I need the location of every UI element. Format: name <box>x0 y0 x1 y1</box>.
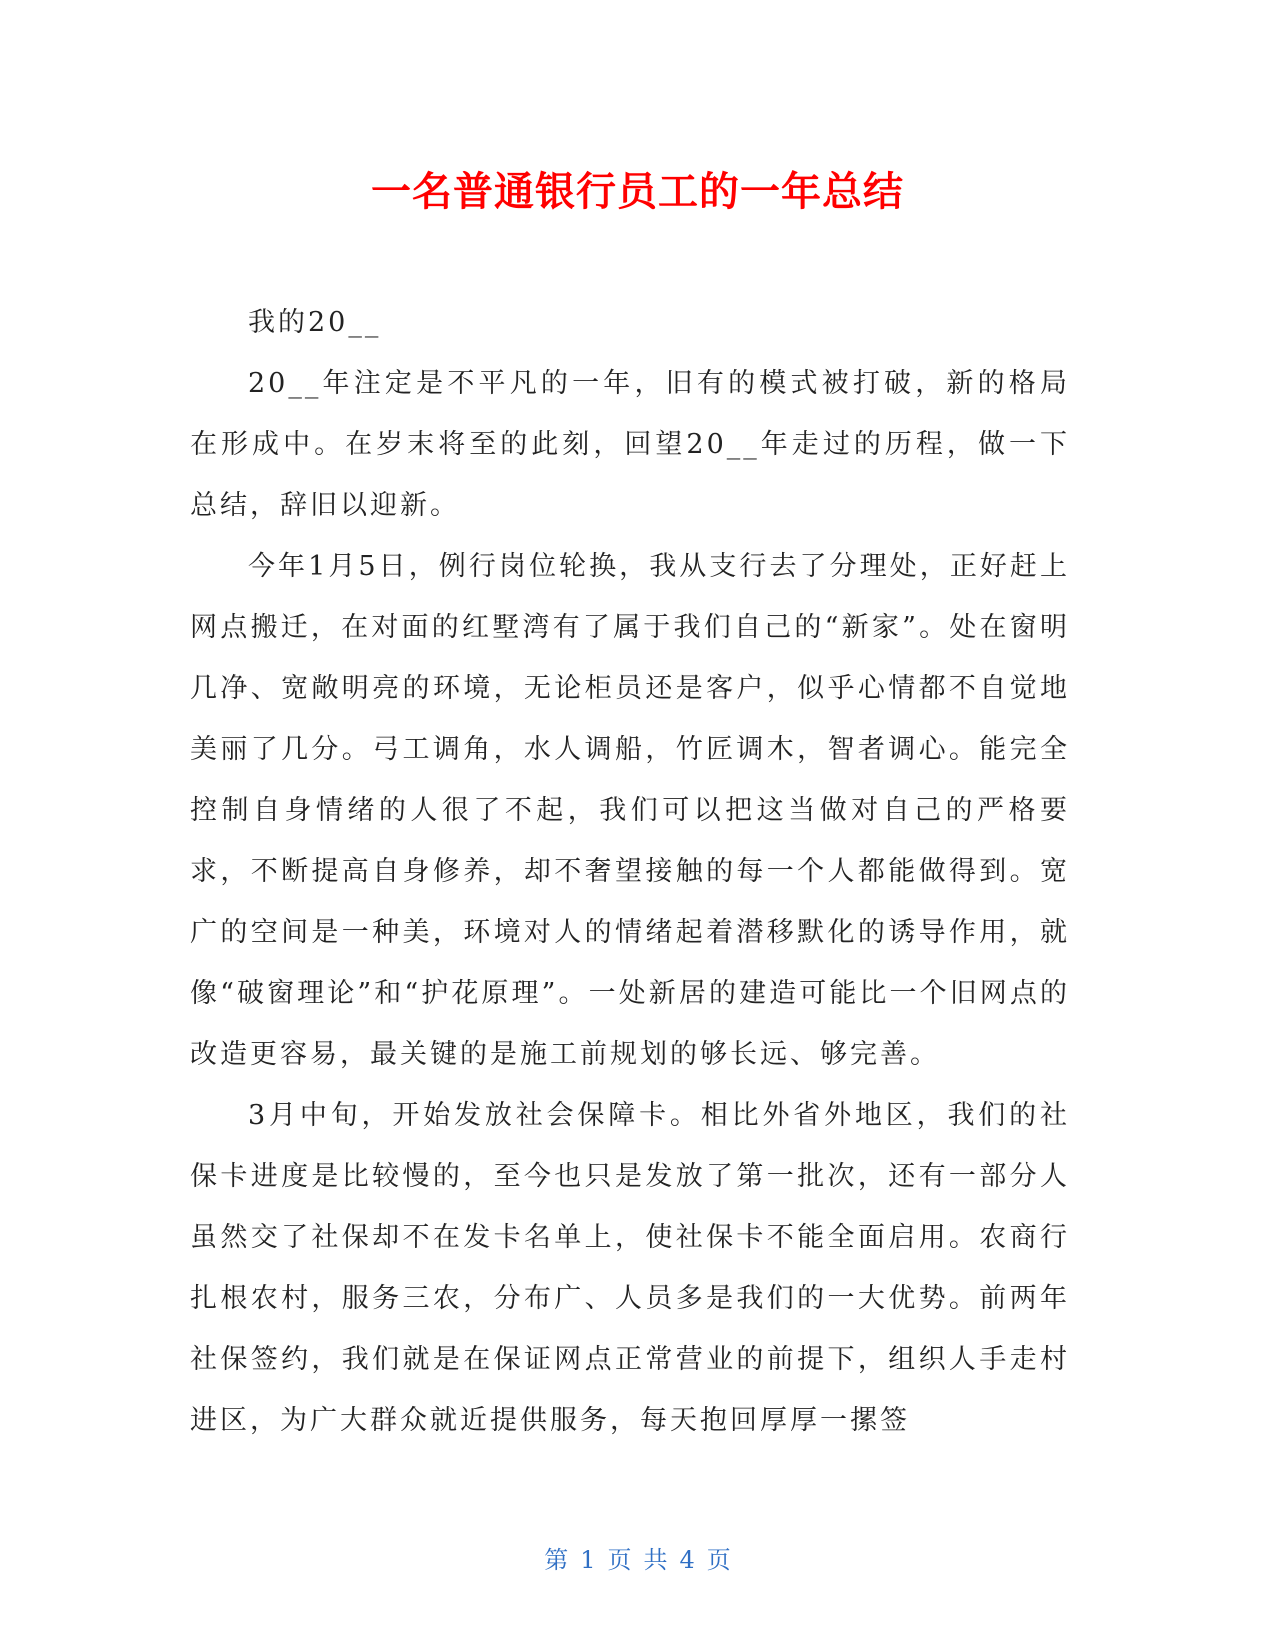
paragraph-4: 3月中旬，开始发放社会保障卡。相比外省外地区，我们的社保卡进度是比较慢的，至今也只是发放了第一批次，还有一部分人虽然交了社保却不在发卡名单上，使社保卡不能全面启用。农商行扎根农村，服务三农，分布广、人员多是我们的一大优势。前两年社保签约，我们就是在保证网点正常营业的前提下，组织人手走村进区，为广大群众就近提供服务，每天抱回厚厚一摞签 <box>190 1100 1070 1436</box>
footer-total-word: 共 <box>643 1546 668 1574</box>
paragraph-1: 我的20__ <box>248 307 382 338</box>
footer-page-word: 第 <box>544 1546 569 1574</box>
document-title: 一名普通银行员工的一年总结 <box>371 169 904 215</box>
document-body <box>190 292 1070 1451</box>
footer-page-number: 1 <box>580 1546 596 1574</box>
footer-page-unit: 页 <box>607 1546 632 1574</box>
paragraph-3: 今年1月5日，例行岗位轮换，我从支行去了分理处，正好赶上网点搬迁，在对面的红墅湾有了属于我们自己的“新家”。处在窗明几净、宽敞明亮的环境，无论柜员还是客户，似乎心情都不自觉地美丽了几分。弓工调角，水人调船，竹匠调木，智者调心。能完全控制自身情绪的人很了不起，我们可以把这当做对自己的严格要求，不断提高自身修养，却不奢望接触的每一个人都能做得到。宽广的空间是一种美，环境对人的情绪起着潜移默化的诱导作用，就像“破窗理论”和“护花原理”。一处新居的建造可能比一个旧网点的改造更容易，最关键的是施工前规划的够长远、够完善。 <box>190 551 1070 1070</box>
page-footer <box>0 1544 1275 1576</box>
footer-total-pages: 4 <box>679 1546 695 1574</box>
paragraph-2: 20__年注定是不平凡的一年，旧有的模式被打破，新的格局在形成中。在岁末将至的此刻，回望20__年走过的历程，做一下总结，辞旧以迎新。 <box>190 368 1070 521</box>
footer-total-unit: 页 <box>706 1546 731 1574</box>
